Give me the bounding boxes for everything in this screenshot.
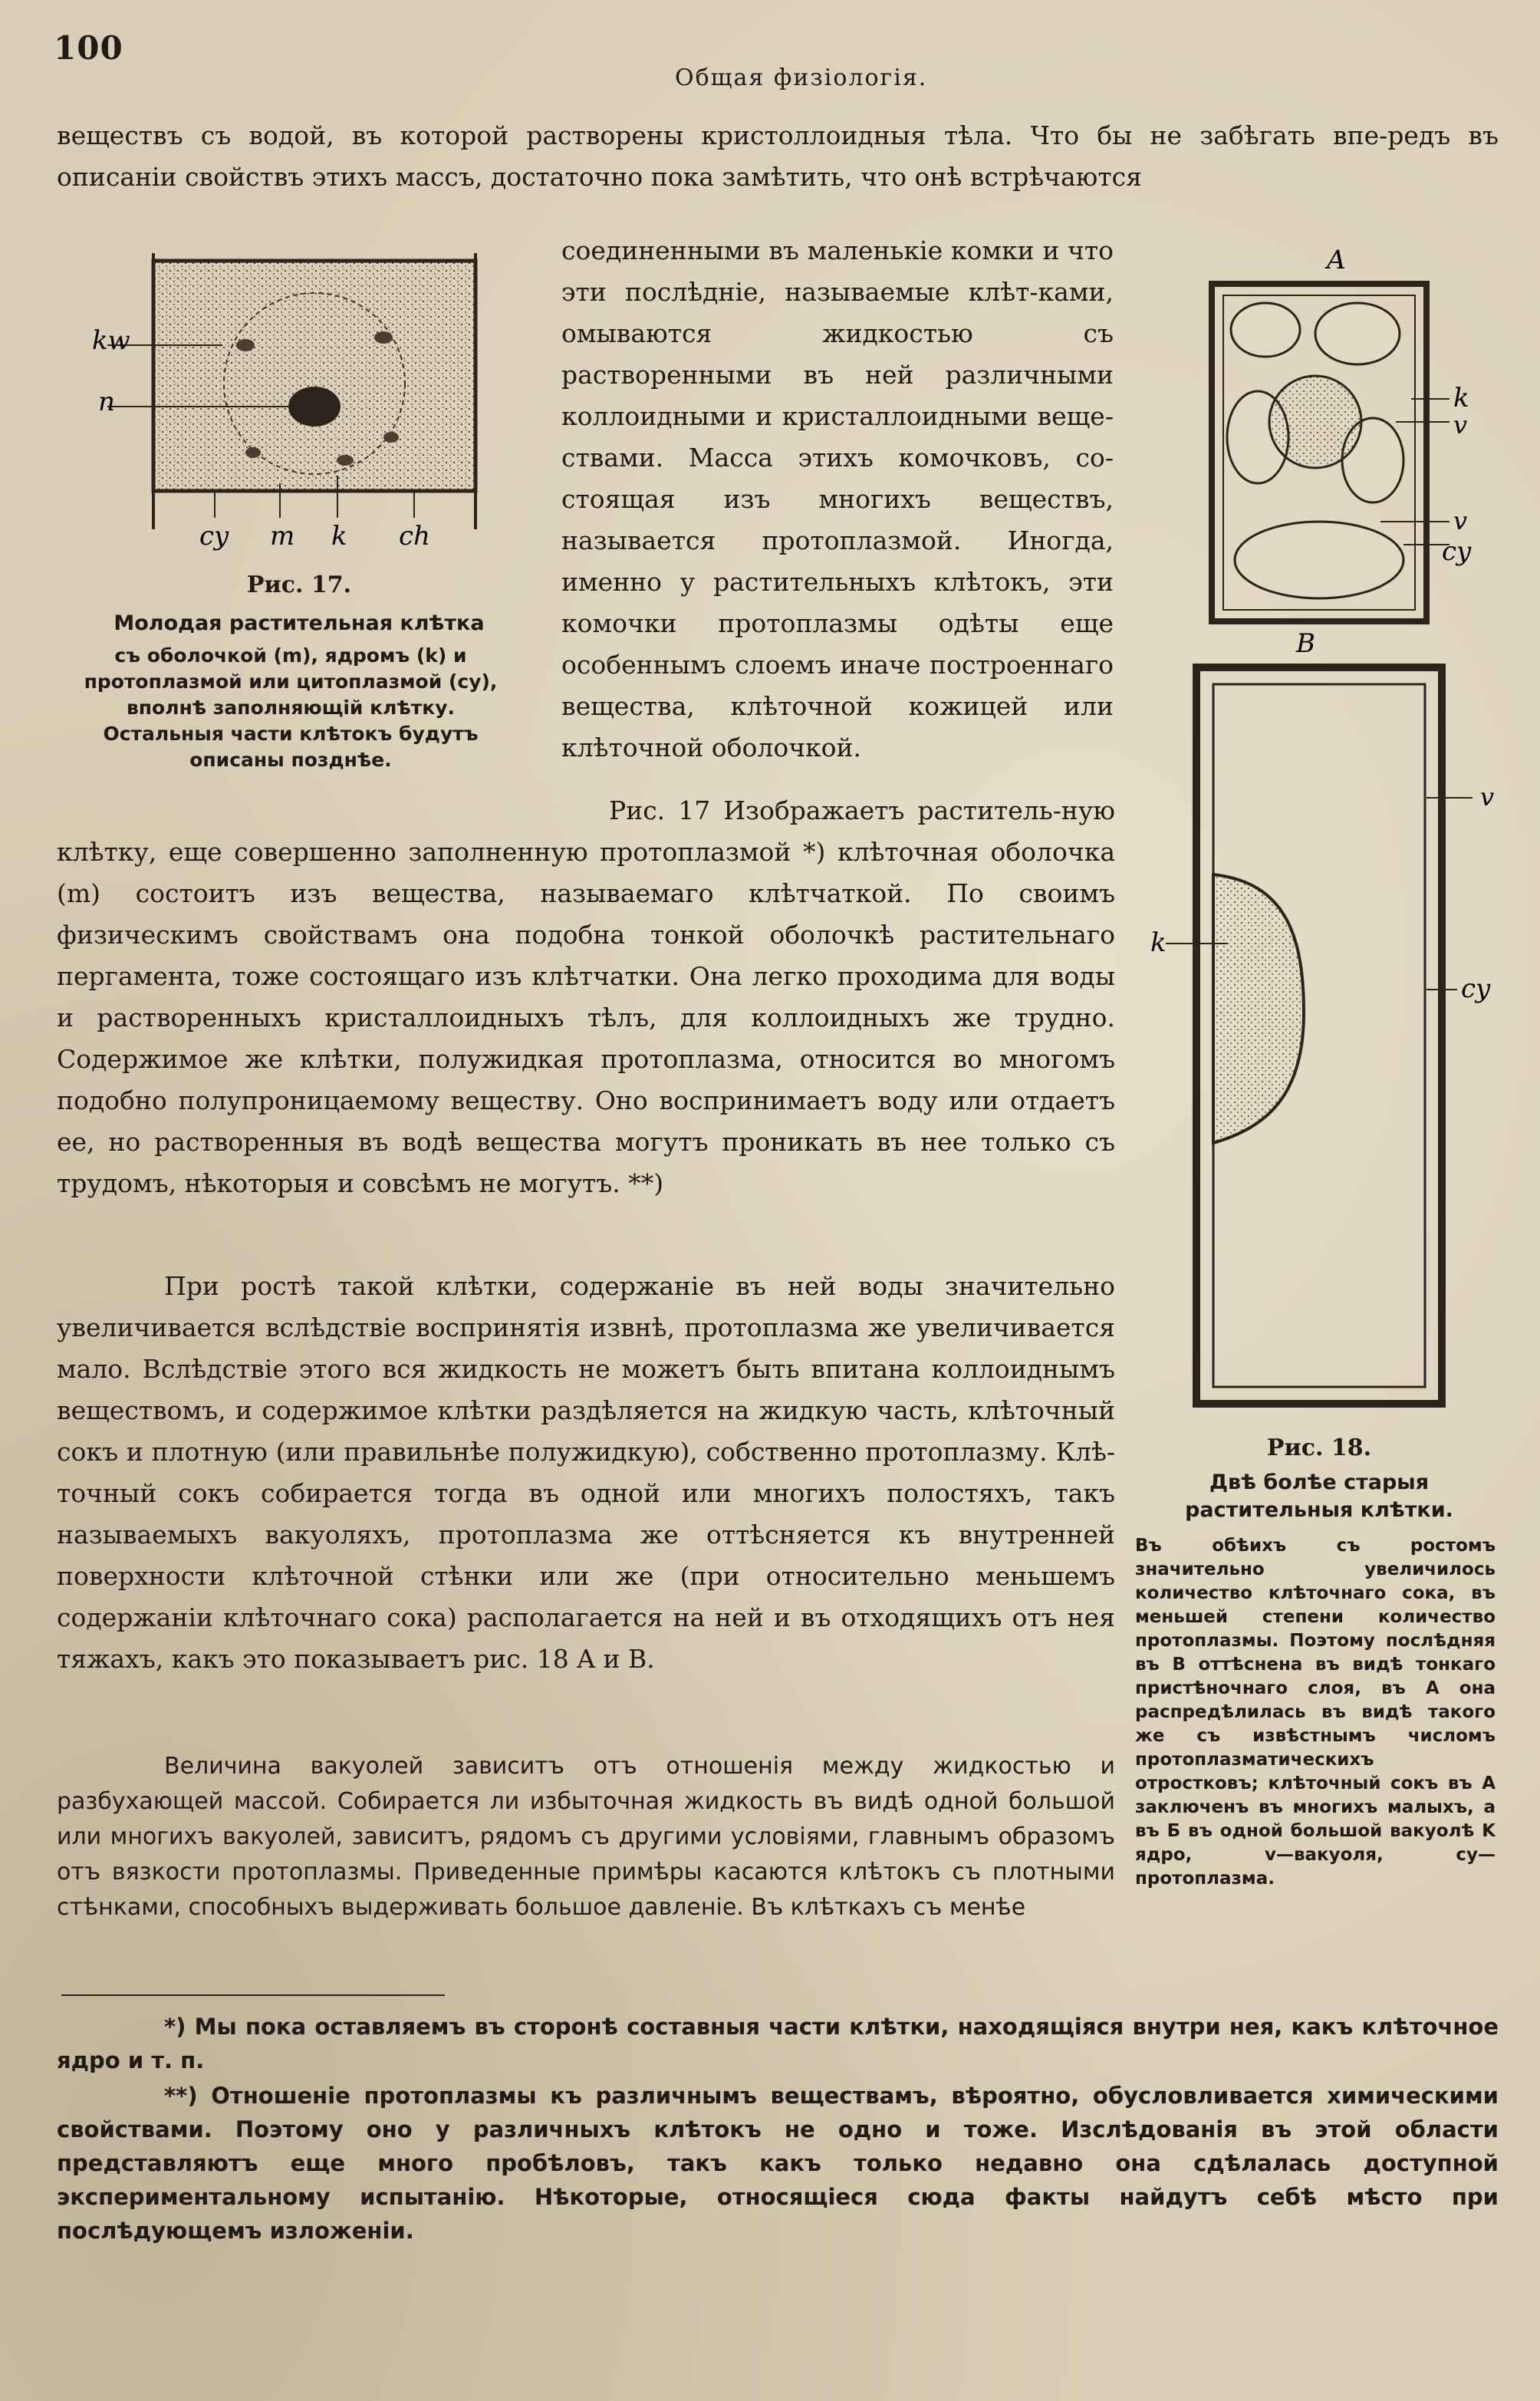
figure-18-illustration — [1150, 238, 1511, 1434]
footnote-rule — [61, 1994, 445, 1996]
figure-18-caption-text: Въ обѣихъ съ ростомъ значительно увеличилось количество клѣточнаго сока, въ меньшей степени количество протоплазмы. Поэтому послѣдняя въ B оттѣснена въ видѣ тонкаго пристѣночнаго слоя, въ A она распредѣлилась въ видѣ такого же съ извѣстнымъ числомъ протоплазматическихъ отростковъ; клѣточный сокъ въ A заключенъ въ многихъ малыхъ, а въ Б въ одной большой вакуолѣ K ядро, v—вакуоля, cy—протоплазма. — [1135, 1536, 1496, 1889]
running-title: Общая физіологія. — [675, 64, 928, 91]
label-B-v: v — [1480, 782, 1495, 812]
label-m: m — [270, 521, 295, 552]
figure-18-number: Рис. 18. — [1266, 1434, 1372, 1461]
label-cy: cy — [199, 521, 229, 552]
paragraph-mid: соединенными въ маленькіе комки и что эти послѣдніе, называемые клѣт-ками, омываются жидкостью съ растворенными въ ней различными коллоидными и кристаллоидными веще-ствами. Масса этихъ комочковъ, со-стоящая изъ многихъ веществъ, называется протоплазмой. Иногда, именно у растительныхъ клѣтокъ, эти комочки протоплазмы одѣты еще особеннымъ слоемъ иначе построеннаго вещества, клѣточной кожицей или клѣточной оболочкой. — [561, 235, 1114, 762]
paragraph-fig17-ref: Рис. 17 Изображаетъ раститель-ную клѣтку, еще совершенно заполненную протоплазмой *) клѣточная оболочка (m) состоитъ изъ вещества, называемаго клѣтчаткой. По своимъ физическимъ свойствамъ она подобна тонкой оболочкѣ растительнаго пергамента, тоже состоящаго изъ клѣтчатки. Она легко проходима для воды и растворенныхъ кристаллоидныхъ тѣлъ, для коллоидныхъ же трудно. Содержимое же клѣтки, полужидкая протоплазма, относится во многомъ подобно полупроницаемому веществу. Оно воспринимаетъ воду или отдаетъ ее, но растворенныя въ водѣ вещества могутъ проникать въ нее только съ трудомъ, нѣкоторыя и совсѣмъ не могутъ. **) — [57, 795, 1115, 1198]
figure-17-title: Молодая растительная клѣтка — [114, 611, 485, 635]
label-n: n — [98, 387, 115, 417]
label-A-k: k — [1453, 383, 1469, 413]
label-B-k: k — [1150, 927, 1167, 958]
footnote-2: **) Отношеніе протоплазмы къ различнымъ веществамъ, вѣроятно, обусловливается химическими свойствами. Поэтому оно у различныхъ клѣтокъ не одно и тоже. Изслѣдованія въ этой области представляютъ еще много пробѣловъ, такъ какъ только недавно она сдѣлалась доступной экспериментальному испытанію. Нѣкоторые, относящіеся сюда факты найдутъ себѣ мѣсто при послѣдующемъ изложеніи. — [57, 2083, 1499, 2244]
footnote-1: *) Мы пока оставляемъ въ сторонѣ составныя части клѣтки, находящіяся внутри нея, какъ клѣточное ядро и т. п. — [57, 2014, 1499, 2073]
nucleus — [288, 387, 341, 427]
label-k: k — [331, 521, 347, 552]
figure-18-title: Двѣ болѣе старыя растительныя клѣтки. — [1185, 1471, 1453, 1522]
label-B: B — [1296, 628, 1315, 659]
figure-18 — [1150, 238, 1511, 1434]
nucleus-A — [1269, 376, 1361, 468]
label-A-cy: cy — [1442, 536, 1472, 567]
nucleus-B — [1213, 874, 1304, 1143]
figure-17-caption-text: съ оболочкой (m), ядромъ (k) и протоплазмой или цитоплазмой (cy), вполнѣ заполняющій клѣтку. Остальныя части клѣтокъ будутъ описаны позднѣе. — [84, 644, 498, 771]
paragraph-top: веществъ съ водой, въ которой растворены кристоллоидныя тѣла. Что бы не забѣгать впе-редъ въ описаніи свойствъ этихъ массъ, достаточно пока замѣтить, что онѣ встрѣчаются — [57, 120, 1499, 192]
label-A-v1: v — [1453, 410, 1468, 440]
cell-wall — [153, 261, 475, 491]
paragraph-growth: При ростѣ такой клѣтки, содержаніе въ ней воды значительно увеличивается вслѣдствіе воспринятія извнѣ, протоплазма же увеличивается мало. Вслѣдствіе этого вся жидкость не можетъ быть впитана коллоиднымъ веществомъ, и содержимое клѣтки раздѣляется на жидкую часть, клѣточный сокъ и плотную (или правильнѣе полужидкую), собственно протоплазму. Клѣ-точный сокъ собирается тогда въ одной или многихъ полостяхъ, такъ называемыхъ вакуоляхъ, протоплазма же оттѣсняется къ внутренней поверхности клѣточной стѣнки или же (при относительно меньшемъ содержаніи клѣточнаго сока) располагается на ней и въ отходящихъ отъ нея тяжахъ, какъ это показываетъ рис. 18 A и B. — [57, 1271, 1115, 1674]
figure-17-illustration — [92, 253, 506, 560]
label-kw: kw — [92, 325, 130, 356]
label-A-v2: v — [1453, 506, 1468, 535]
paragraph-vacuoles: Величина вакуолей зависитъ отъ отношенія между жидкостью и разбухающей массой. Собирается ли избыточная жидкость въ видѣ одной большой или многихъ вакуолей, зависитъ, рядомъ съ другими условіями, главнымъ образомъ отъ вязкости протоплазмы. Приведенные примѣры касаются клѣтокъ съ плотными стѣнками, способныхъ выдерживать большое давленіе. Въ клѣткахъ съ менѣе — [57, 1753, 1115, 1921]
label-A: A — [1327, 245, 1346, 275]
label-B-cy: cy — [1461, 973, 1491, 1004]
figure-17-number: Рис. 17. — [246, 571, 352, 598]
page-header — [54, 29, 1496, 91]
page-number: 100 — [54, 29, 123, 67]
label-ch: ch — [399, 521, 430, 552]
figure-17 — [92, 253, 506, 560]
